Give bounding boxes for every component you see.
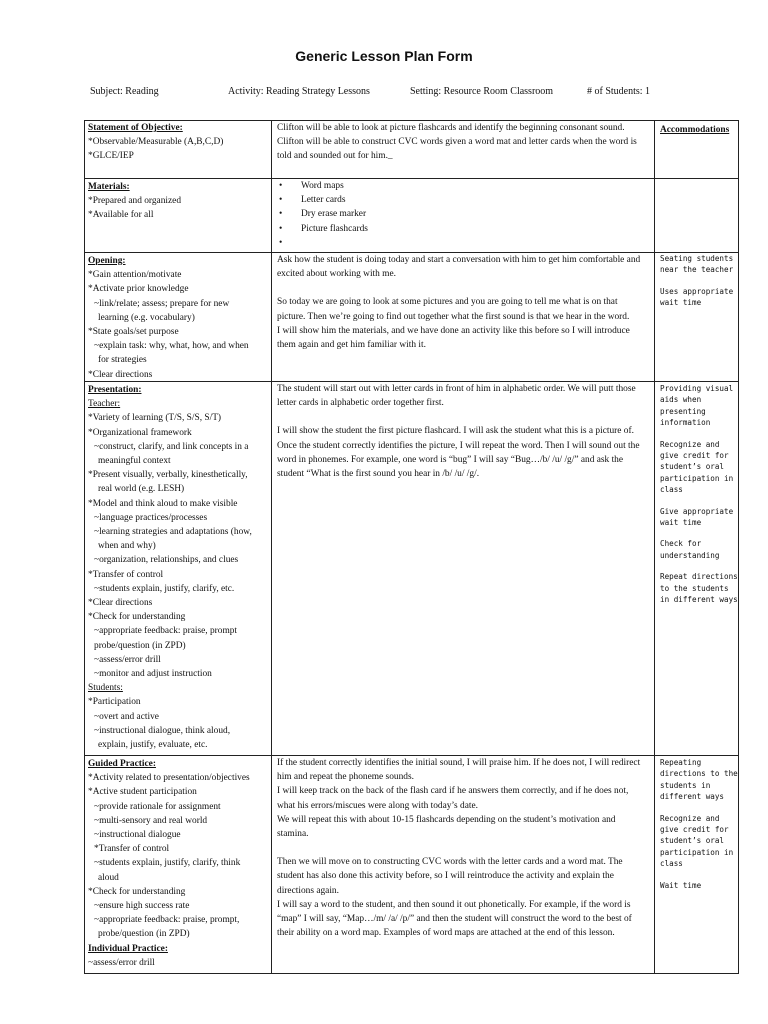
subject-label: Subject: Reading — [90, 86, 159, 97]
guided-practice-heading: Guided Practice: — [88, 759, 156, 769]
materials-item: • Dry erase marker — [277, 207, 647, 221]
column-divider — [271, 120, 272, 974]
page-title: Generic Lesson Plan Form — [295, 48, 473, 64]
materials-heading: Materials: — [88, 182, 130, 192]
students-count-label: # of Students: 1 — [587, 86, 651, 97]
objective-criteria: Statement of Objective: *Observable/Measurable (A,B,C,D) *GLCE/IEP — [88, 121, 268, 164]
objective-content: Clifton will be able to look at picture flashcards and identify the beginning consonant sound. Clifton will be able to construct CVC words given a word mat and letter cards when the word is told and sounded out for him._ — [277, 123, 637, 162]
objective-heading: Statement of Objective: — [88, 123, 183, 133]
guided-practice-accommodations: Repeating directions to the students in different ways Recognize and give credit for student’s oral participation in class Wait time — [660, 758, 738, 890]
setting-label: Setting: Resource Room Classroom — [410, 86, 554, 97]
students-subheading: Students: — [88, 683, 123, 694]
teacher-subheading: Teacher: — [88, 399, 121, 410]
materials-item: • Word maps — [277, 179, 647, 193]
opening-criteria: Opening: *Gain attention/motivate *Activate prior knowledge ~link/relate; assess; prepare for new learning (e.g. vocabulary) *State goals/set purpose ~explain task: why, what, how, and when for strategies *Clear directions — [88, 254, 268, 382]
opening-accommodations: Seating students near the teacher Uses appropriate wait time — [660, 254, 734, 308]
individual-practice-heading: Individual Practice: — [88, 943, 168, 954]
materials-criteria: Materials: *Prepared and organized *Available for all — [88, 180, 268, 223]
opening-heading: Opening: — [88, 256, 126, 266]
guided-practice-content: If the student correctly identifies the initial sound, I will praise him. If he does not, I will redirect him and repeat the phoneme sounds. I will keep track on the back of the flash card if he answers them correctly, and if he does not, what his errors/miscues were along with today’s date. We will repeat this with about 10-15 flashcards depending on the student’s motivation and stamina. Then we will move on to constructing CVC words with the letter cards and a word mat. The student has also done this activity before, so I will reintroduce the activity and explain the directions again. I will say a word to the student, and then sound it out phonetically. For example, if the word is “map” I will say, “Map…/m/ /a/ /p/” and then the student will construct the word to the best of their ability on a word map. Examples of word maps are attached at the end of this lesson. — [277, 758, 641, 939]
activity-label: Activity: Reading Strategy Lessons — [228, 86, 370, 97]
guided-practice-criteria: Guided Practice: *Activity related to presentation/objectives *Active student participation ~provide rationale for assignment ~multi-sensory and real world ~instructional dialogue *Transfer of control ~students explain, justify, clarify, think aloud *Check for understanding ~ensure high success rate ~appropriate feedback: praise, prompt, probe/question (in ZPD) Individual Practice: ~assess/error drill — [88, 757, 268, 970]
column-divider — [654, 120, 655, 974]
materials-item: • Letter cards — [277, 193, 647, 207]
materials-list — [277, 179, 647, 250]
presentation-heading: Presentation: — [88, 385, 142, 395]
materials-item: • Picture flashcards — [277, 222, 647, 236]
materials-item-empty — [277, 236, 647, 250]
accommodations-header: Accommodations — [660, 125, 730, 135]
presentation-criteria: Presentation: Teacher: *Variety of learning (T/S, S/S, S/T) *Organizational framework ~construct, clarify, and link concepts in a meaningful context *Present visually, verbally, kinesthetically, real world (e.g. LESH) *Model and think aloud to make visible ~language practices/processes ~learning strategies and adaptations (how, when and why) ~organization, relationships, and clues *Transfer of control ~students explain, justify, clarify, etc. *Clear directions *Check for understanding ~appropriate feedback: praise, prompt probe/question (in ZPD) ~assess/error drill ~monitor and adjust instruction Students: *Participation ~overt and active ~instructional dialogue, think aloud, explain, justify, evaluate, etc. — [88, 383, 268, 752]
presentation-accommodations: Providing visual aids when presenting information Recognize and give credit for student’s oral participation in class Give appropriate wait time Check for understanding Repeat directions to the students in different ways — [660, 384, 738, 605]
presentation-content: The student will start out with letter cards in front of him in alphabetic order. We will putt those letter cards in alphabetic order together first. I will show the student the first picture flashcard. I will ask the student what this is a picture of. Once the student correctly identifies the picture, I will repeat the word. Then I will sound out the word in phonemes. For example, one word is “bug” I will say “Bug…/b/ /u/ /g/” and ask the student “What is the first sound you hear in /b/ /u/ /g/. — [277, 384, 640, 480]
opening-content: Ask how the student is doing today and start a conversation with him to get him comfortable and excited about working with me. So today we are going to look at some pictures and you are going to tell me what is on that picture. Then we’re going to find out together what the first sound is that we hear in the word. I will show him the materials, and we have done an activity like this before so I will introduce them again and get him familiar with it. — [277, 255, 641, 351]
